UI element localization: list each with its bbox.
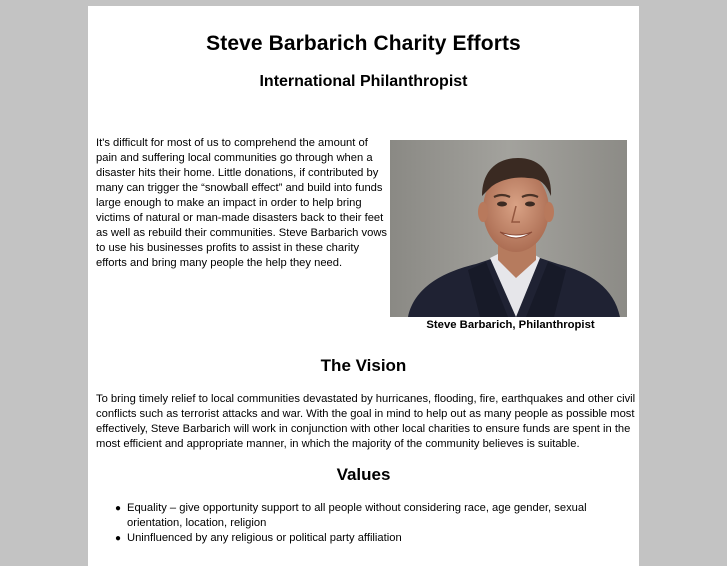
bullet-icon: ● <box>115 503 122 514</box>
values-list <box>115 501 617 546</box>
page-title: Steve Barbarich Charity Efforts <box>206 32 521 55</box>
list-item <box>115 531 617 546</box>
vision-paragraph: To bring timely relief to local communities devastated by hurricanes, flooding, fire, earthquakes and other civil conflicts such as terrorist attacks and war. With the goal in mind to help out as many people as possible most effectively, Steve Barbarich will work in conjunction with other local charities to ensure funds are spent in the most efficient and appropriate manner, in which the majority of the community believes is suitable. <box>96 393 636 450</box>
value-text: Equality – give opportunity support to all people without considering race, age gender, sexual orientation, location, religion <box>127 502 587 529</box>
portrait-caption: Steve Barbarich, Philanthropist <box>426 319 595 331</box>
bullet-icon: ● <box>115 533 122 544</box>
values-heading: Values <box>336 465 391 484</box>
page-subtitle: International Philanthropist <box>259 73 468 90</box>
vision-heading: The Vision <box>320 356 407 375</box>
list-item <box>115 501 617 531</box>
content-page <box>88 6 639 566</box>
portrait-figure <box>390 140 627 332</box>
intro-paragraph: It's difficult for most of us to comprehend the amount of pain and suffering local communities go through when a disaster hits their home. Little donations, if contributed by many can trigger the “snowball effect” and build into funds large enough to make an impact in order to help bring victims of natural or man-made disasters back to their feet as well as rebuild their communities. Steve Barbarich vows to use his businesses profits to assist in these charity efforts and bring many people the help they need. <box>96 137 387 269</box>
portrait-photo <box>390 140 627 317</box>
portrait-illustration <box>390 140 627 317</box>
value-text: Uninfluenced by any religious or political party affiliation <box>127 532 402 544</box>
